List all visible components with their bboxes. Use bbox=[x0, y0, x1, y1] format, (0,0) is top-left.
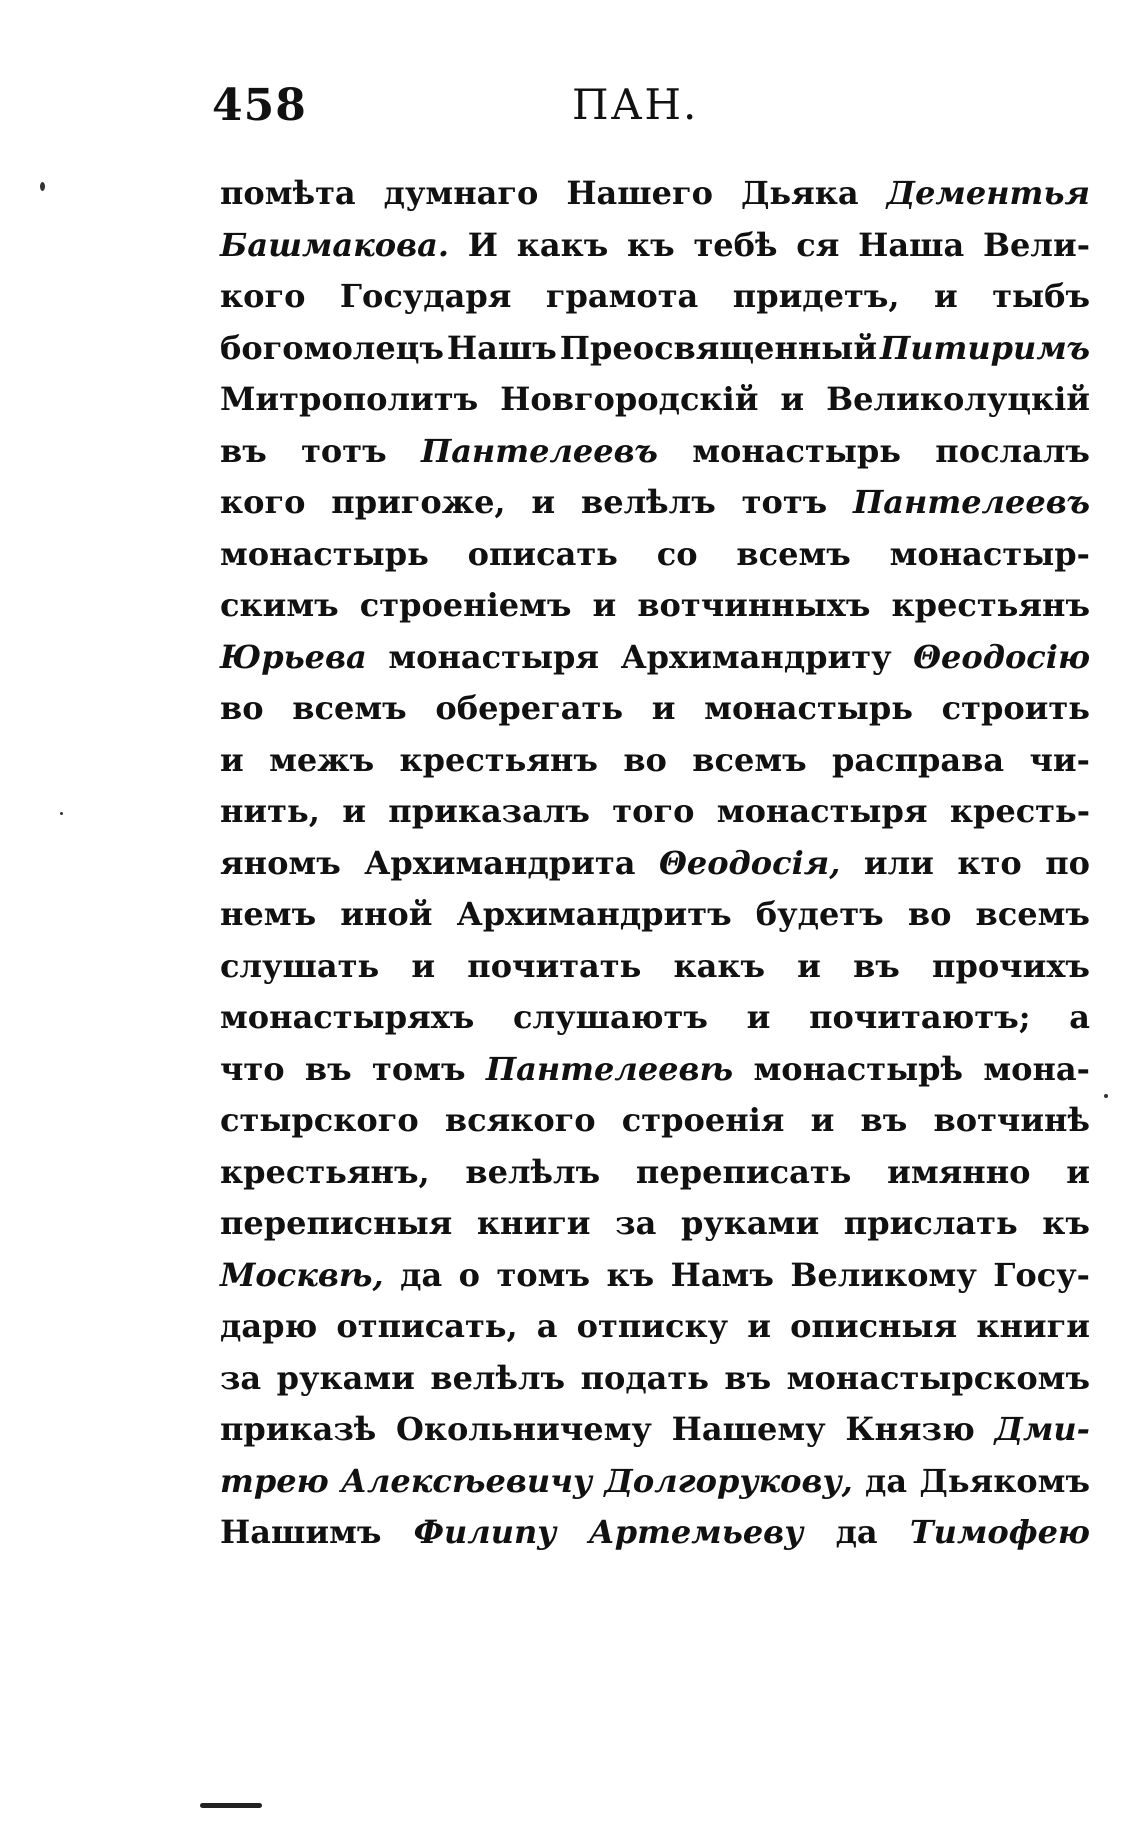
word: въ bbox=[853, 946, 900, 985]
text-line bbox=[220, 998, 1090, 1050]
word: монастыря bbox=[716, 792, 928, 830]
word: какъ bbox=[516, 225, 609, 264]
word: тотъ bbox=[741, 483, 828, 521]
word: мона- bbox=[983, 1049, 1090, 1088]
word: нить, bbox=[220, 792, 320, 830]
word: дарю bbox=[220, 1307, 318, 1345]
page-number: 458 bbox=[212, 80, 307, 131]
word: почитать bbox=[467, 946, 642, 985]
word: въ bbox=[304, 1049, 352, 1088]
text-line bbox=[220, 277, 1090, 329]
word: Архимандриту bbox=[620, 637, 892, 676]
word: да bbox=[865, 1461, 908, 1500]
word: строеніемъ bbox=[359, 586, 572, 624]
word: а bbox=[536, 1307, 558, 1345]
page-header bbox=[212, 80, 1092, 140]
word: всемъ bbox=[292, 689, 407, 727]
text-line bbox=[220, 1410, 1090, 1462]
word: что bbox=[220, 1049, 285, 1088]
word: стырского bbox=[220, 1101, 419, 1139]
text-line bbox=[220, 483, 1090, 535]
word: и bbox=[531, 483, 556, 521]
word: Θеодосія, bbox=[658, 843, 841, 882]
word: монастырѣ bbox=[753, 1049, 964, 1088]
word: Долгорукову, bbox=[604, 1461, 853, 1500]
word: въ bbox=[860, 1101, 908, 1139]
word: во bbox=[907, 895, 952, 933]
text-line bbox=[220, 432, 1090, 484]
word: въ bbox=[724, 1358, 772, 1397]
word: и bbox=[797, 946, 821, 985]
word: Башмакова. bbox=[220, 225, 449, 264]
text-line bbox=[220, 689, 1090, 741]
word: описать bbox=[467, 534, 618, 573]
word: о bbox=[458, 1255, 480, 1294]
word: расправа bbox=[832, 740, 1005, 779]
word: и bbox=[220, 740, 244, 779]
word: и bbox=[810, 1101, 835, 1139]
text-line bbox=[220, 741, 1090, 793]
word: къ bbox=[606, 1255, 655, 1294]
word: томъ bbox=[496, 1255, 590, 1294]
word: кто bbox=[957, 843, 1022, 882]
word: Нашему bbox=[671, 1410, 826, 1448]
word: немъ bbox=[220, 895, 317, 933]
word: прислать bbox=[843, 1204, 1018, 1242]
word: богомолецъ bbox=[220, 328, 444, 367]
text-line bbox=[220, 1204, 1090, 1256]
word: кого bbox=[220, 277, 306, 315]
word: Архимандритъ bbox=[456, 895, 732, 933]
text-line bbox=[220, 586, 1090, 638]
text-line bbox=[220, 1256, 1090, 1308]
text-line bbox=[220, 226, 1090, 278]
word: строенія bbox=[621, 1101, 785, 1139]
word: Θеодосію bbox=[913, 637, 1090, 676]
ink-speck bbox=[60, 812, 63, 815]
word: строить bbox=[941, 689, 1090, 727]
word: Новгородскій bbox=[500, 380, 759, 418]
word: Наша bbox=[858, 225, 965, 264]
word: крестьянъ, bbox=[220, 1152, 430, 1191]
word: за bbox=[615, 1204, 657, 1242]
word: и bbox=[1066, 1152, 1090, 1191]
word: скимъ bbox=[220, 586, 339, 624]
word: Окольничему bbox=[396, 1410, 652, 1448]
word: кресть- bbox=[949, 792, 1090, 830]
word: отписать, bbox=[336, 1307, 518, 1345]
word: Пантелеевъ bbox=[853, 483, 1090, 521]
text-line bbox=[220, 1307, 1090, 1359]
text-line bbox=[220, 1359, 1090, 1411]
word: Дми- bbox=[994, 1410, 1090, 1448]
word: приказѣ bbox=[220, 1410, 377, 1448]
word: и bbox=[342, 792, 366, 830]
word: придетъ, bbox=[732, 277, 900, 315]
word: Князю bbox=[845, 1410, 975, 1448]
word: по bbox=[1045, 843, 1090, 882]
word: Филипу bbox=[413, 1513, 557, 1551]
word: монастырскомъ bbox=[786, 1358, 1090, 1397]
word: того bbox=[612, 792, 695, 830]
word: всякого bbox=[444, 1101, 596, 1139]
word: тотъ bbox=[301, 431, 387, 470]
word: межъ bbox=[269, 740, 375, 779]
text-line bbox=[220, 380, 1090, 432]
word: ся bbox=[796, 225, 840, 264]
word: описныя bbox=[790, 1307, 958, 1345]
word: вотчинныхъ bbox=[637, 586, 871, 624]
word: руками bbox=[276, 1358, 415, 1397]
word: Митрополитъ bbox=[220, 380, 479, 418]
word: велѣлъ bbox=[465, 1152, 601, 1191]
word: Москвѣ, bbox=[220, 1255, 384, 1294]
ink-speck bbox=[40, 182, 45, 191]
word: Тимофею bbox=[909, 1513, 1090, 1551]
word: и bbox=[933, 277, 958, 315]
ink-smudge bbox=[200, 1803, 262, 1808]
word: и bbox=[747, 1307, 771, 1345]
text-line bbox=[220, 1462, 1090, 1514]
word: да bbox=[400, 1255, 443, 1294]
word: яномъ bbox=[220, 843, 341, 882]
word: всемъ bbox=[975, 895, 1090, 933]
word: Артемьеву bbox=[588, 1513, 804, 1551]
word: во bbox=[220, 689, 264, 727]
text-line bbox=[220, 844, 1090, 896]
body-text bbox=[220, 174, 1090, 1565]
word: Дементья bbox=[886, 174, 1090, 212]
word: пригоже, bbox=[331, 483, 506, 521]
word: думнаго bbox=[383, 174, 539, 212]
word: да bbox=[835, 1513, 878, 1551]
word: отписку bbox=[576, 1307, 729, 1345]
word: Преосвященный bbox=[559, 328, 878, 367]
word: почитаютъ; bbox=[809, 998, 1031, 1036]
text-line bbox=[220, 638, 1090, 690]
word: или bbox=[863, 843, 934, 882]
text-line bbox=[220, 792, 1090, 844]
word: будетъ bbox=[755, 895, 884, 933]
word: чи- bbox=[1029, 740, 1090, 779]
word: монастырь bbox=[704, 689, 913, 727]
word: монастыр- bbox=[889, 534, 1090, 573]
word: Нашимъ bbox=[220, 1513, 382, 1551]
word: велѣлъ bbox=[581, 483, 716, 521]
word: Великому bbox=[790, 1255, 977, 1294]
word: къ bbox=[1042, 1204, 1090, 1242]
word: послалъ bbox=[935, 431, 1090, 470]
word: приказалъ bbox=[388, 792, 590, 830]
word: грамота bbox=[545, 277, 699, 315]
word: Вели- bbox=[982, 225, 1090, 264]
word: руками bbox=[680, 1204, 820, 1242]
word: всемъ bbox=[736, 534, 851, 573]
word: томъ bbox=[372, 1049, 466, 1088]
text-line bbox=[220, 535, 1090, 587]
word: книги bbox=[476, 1204, 591, 1242]
word: во bbox=[623, 740, 667, 779]
word: И bbox=[467, 225, 498, 264]
word: Питиримъ bbox=[880, 328, 1090, 367]
word: монастырь bbox=[692, 431, 901, 470]
word: вотчинѣ bbox=[933, 1101, 1090, 1139]
running-head: ПАН. bbox=[572, 80, 699, 129]
word: слушать bbox=[220, 946, 380, 985]
word: прочихъ bbox=[932, 946, 1090, 985]
text-line bbox=[220, 1050, 1090, 1102]
word: крестьянъ bbox=[891, 586, 1090, 624]
word: Дьякомъ bbox=[919, 1461, 1090, 1500]
text-line bbox=[220, 1101, 1090, 1153]
word: оберегать bbox=[435, 689, 624, 727]
word: переписать bbox=[635, 1152, 852, 1191]
word: Намъ bbox=[670, 1255, 774, 1294]
word: Великолуцкій bbox=[826, 380, 1090, 418]
word: тыбъ bbox=[992, 277, 1090, 315]
word: и bbox=[746, 998, 771, 1036]
word: и bbox=[411, 946, 436, 985]
word: Пантелеевъ bbox=[420, 431, 658, 470]
word: помѣта bbox=[220, 174, 356, 212]
word: и bbox=[592, 586, 617, 624]
text-line bbox=[220, 329, 1090, 381]
word: книги bbox=[976, 1307, 1090, 1345]
text-line bbox=[220, 947, 1090, 999]
word: монастыря bbox=[388, 637, 600, 676]
word: Архимандрита bbox=[364, 843, 636, 882]
word: Нашего bbox=[566, 174, 713, 212]
word: кого bbox=[220, 483, 306, 521]
word: къ bbox=[627, 225, 675, 264]
word: переписныя bbox=[220, 1204, 453, 1242]
word: крестьянъ bbox=[399, 740, 598, 779]
word: всемъ bbox=[692, 740, 807, 779]
word: иной bbox=[340, 895, 433, 933]
word: имянно bbox=[887, 1152, 1031, 1191]
word: подать bbox=[580, 1358, 709, 1397]
word: въ bbox=[220, 431, 267, 470]
word: трею bbox=[220, 1461, 329, 1500]
word: со bbox=[656, 534, 698, 573]
word: Государя bbox=[339, 277, 512, 315]
word: а bbox=[1069, 998, 1090, 1036]
text-line bbox=[220, 174, 1090, 226]
word: тебѣ bbox=[693, 225, 778, 264]
word: монастырь bbox=[220, 534, 429, 573]
word: слушаютъ bbox=[513, 998, 708, 1036]
word: за bbox=[220, 1358, 262, 1397]
text-line bbox=[220, 895, 1090, 947]
word: и bbox=[780, 380, 805, 418]
word: Алексѣевичу bbox=[340, 1461, 593, 1500]
ink-speck bbox=[1104, 1094, 1108, 1098]
text-line bbox=[220, 1153, 1090, 1205]
word: Госу- bbox=[993, 1255, 1090, 1294]
word: какъ bbox=[673, 946, 765, 985]
word: Пантелеевѣ bbox=[485, 1049, 734, 1088]
text-line bbox=[220, 1513, 1090, 1565]
word: велѣлъ bbox=[430, 1358, 566, 1397]
word: Юрьева bbox=[220, 637, 367, 676]
word: монастыряхъ bbox=[220, 998, 475, 1036]
word: Нашъ bbox=[446, 328, 557, 367]
word: Дьяка bbox=[740, 174, 859, 212]
word: и bbox=[651, 689, 676, 727]
